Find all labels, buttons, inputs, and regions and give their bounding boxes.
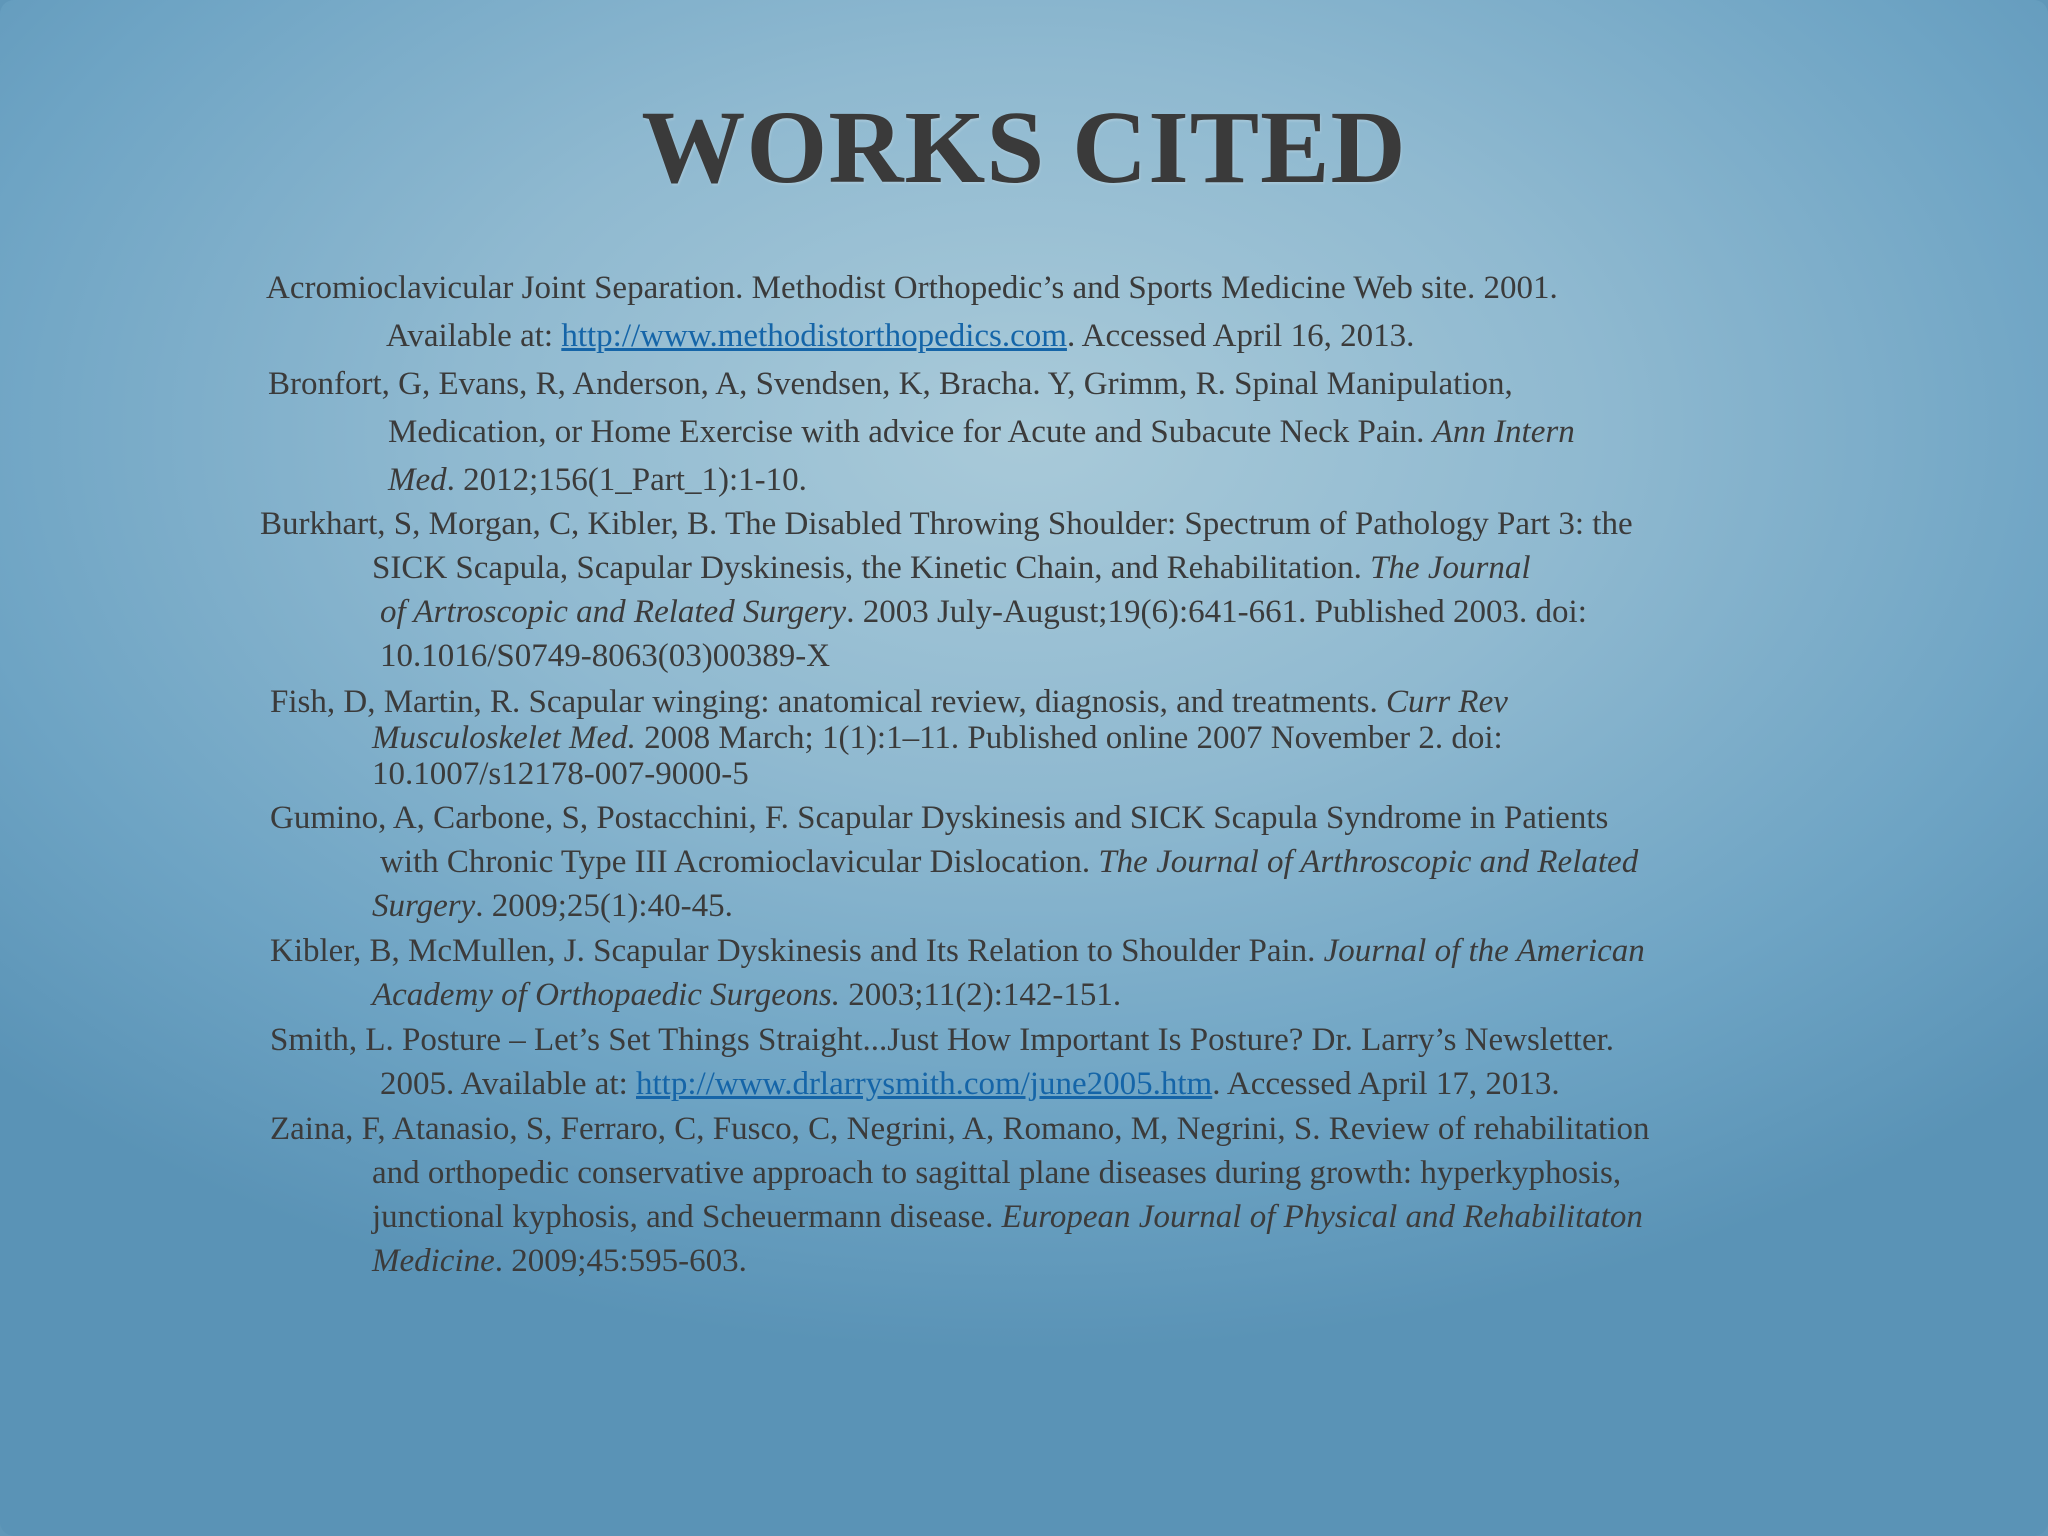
reference-text: with Chronic Type III Acromioclavicular Dislocation.	[380, 844, 1099, 880]
reference-line	[388, 414, 1575, 451]
reference-text: Available at:	[386, 318, 562, 354]
reference-text: . Accessed April 16, 2013.	[1066, 318, 1415, 354]
reference-url-link[interactable]: http://www.drlarrysmith.com/june2005.htm	[636, 1066, 1213, 1102]
reference-line	[268, 366, 1513, 403]
reference-line	[372, 720, 1503, 757]
reference-text: and orthopedic conservative approach to sagittal plane diseases during growth: hyperkyphosis,	[372, 1155, 1622, 1191]
reference-text: . 2009;45:595-603.	[494, 1243, 747, 1279]
reference-line	[270, 1022, 1614, 1059]
reference-line	[372, 1199, 1643, 1236]
reference-text: . Accessed April 17, 2013.	[1212, 1066, 1560, 1102]
reference-text: Fish, D, Martin, R. Scapular winging: anatomical review, diagnosis, and treatments.	[270, 684, 1386, 720]
reference-line	[372, 1155, 1621, 1192]
reference-line	[260, 506, 1633, 543]
journal-title: Ann Intern	[1432, 414, 1575, 450]
reference-text: Medication, or Home Exercise with advice for Acute and Subacute Neck Pain.	[388, 414, 1433, 450]
reference-text: Zaina, F, Atanasio, S, Ferraro, C, Fusco, C, Negrini, A, Romano, M, Negrini, S. Review of rehabilitation	[270, 1111, 1650, 1147]
reference-line	[270, 1111, 1650, 1148]
reference-line	[270, 800, 1608, 837]
reference-line	[386, 318, 1414, 355]
journal-title: The Journal	[1370, 550, 1531, 586]
reference-text: Gumino, A, Carbone, S, Postacchini, F. Scapular Dyskinesis and SICK Scapula Syndrome in Patients	[270, 800, 1609, 836]
reference-line	[372, 977, 1121, 1014]
journal-title: Med	[388, 462, 447, 498]
reference-url-link[interactable]: http://www.methodistorthopedics.com	[561, 318, 1067, 354]
reference-text: . 2003 July-August;19(6):641-661. Published 2003. doi:	[846, 594, 1587, 630]
journal-title: The Journal of Arthroscopic and Related	[1098, 844, 1639, 880]
reference-line	[380, 844, 1638, 881]
reference-line	[266, 270, 1558, 307]
reference-line	[380, 638, 830, 675]
journal-title: Journal of the American	[1323, 933, 1645, 969]
reference-text: SICK Scapula, Scapular Dyskinesis, the Kinetic Chain, and Rehabilitation.	[372, 550, 1371, 586]
reference-text: junctional kyphosis, and Scheuermann disease.	[372, 1199, 1002, 1235]
journal-title: European Journal of Physical and Rehabilitaton	[1001, 1199, 1643, 1235]
reference-line	[372, 756, 749, 793]
reference-text: 10.1007/s12178-007-9000-5	[372, 756, 749, 792]
journal-title: Musculoskelet Med.	[372, 720, 636, 756]
reference-text: Kibler, B, McMullen, J. Scapular Dyskinesis and Its Relation to Shoulder Pain.	[270, 933, 1324, 969]
reference-line	[380, 1066, 1560, 1103]
journal-title: Academy of Orthopaedic Surgeons.	[372, 977, 841, 1013]
reference-text: . 2012;156(1_Part_1):1-10.	[446, 462, 807, 498]
reference-text: 2008 March; 1(1):1–11. Published online 2007 November 2. doi:	[635, 720, 1503, 756]
reference-text: Smith, L. Posture – Let’s Set Things Straight...Just How Important Is Posture? Dr. Larry’s Newsletter.	[270, 1022, 1615, 1058]
reference-line	[270, 684, 1508, 721]
slide-title: WORKS CITED	[641, 90, 1407, 205]
reference-line	[372, 550, 1531, 587]
reference-text: Bronfort, G, Evans, R, Anderson, A, Svendsen, K, Bracha. Y, Grimm, R. Spinal Manipulation,	[268, 366, 1513, 402]
reference-text: Acromioclavicular Joint Separation. Methodist Orthopedic’s and Sports Medicine Web site. 2001.	[266, 270, 1558, 306]
reference-line	[380, 594, 1587, 631]
reference-line	[270, 933, 1645, 970]
reference-text: 10.1016/S0749-8063(03)00389-X	[380, 638, 831, 674]
reference-line	[372, 1243, 747, 1280]
reference-text: . 2009;25(1):40-45.	[475, 888, 733, 924]
reference-text: Burkhart, S, Morgan, C, Kibler, B. The Disabled Throwing Shoulder: Spectrum of Pathology Part 3: the	[260, 506, 1633, 542]
journal-title: of Artroscopic and Related Surgery	[380, 594, 847, 630]
journal-title: Surgery	[372, 888, 476, 924]
reference-text: 2003;11(2):142-151.	[840, 977, 1122, 1013]
reference-text: 2005. Available at:	[380, 1066, 636, 1102]
reference-line	[372, 888, 733, 925]
reference-line	[388, 462, 807, 499]
journal-title: Curr Rev	[1385, 684, 1508, 720]
journal-title: Medicine	[372, 1243, 495, 1279]
